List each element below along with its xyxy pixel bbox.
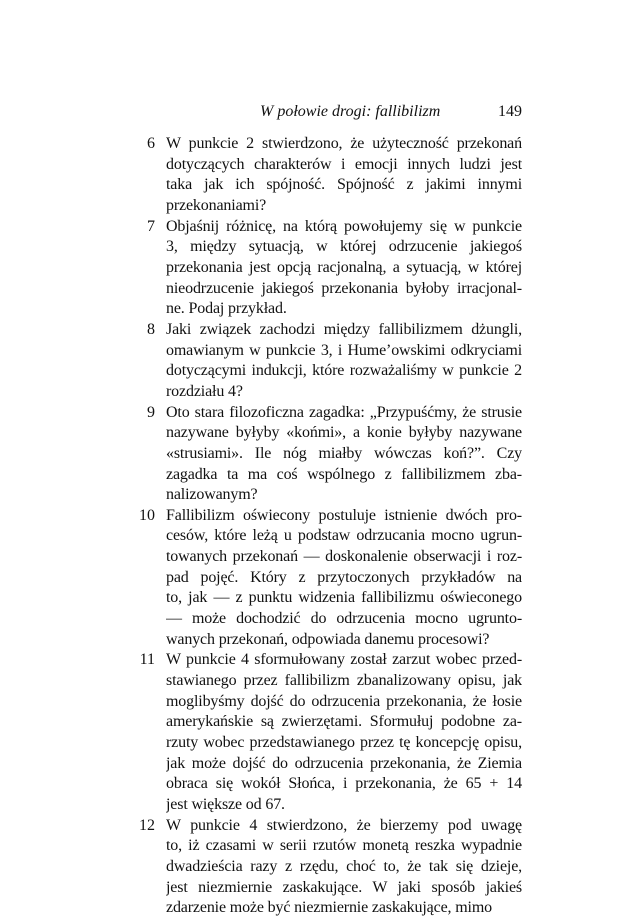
text-line: W punkcie 2 stwierdzono, że użyteczność przekonań bbox=[166, 135, 522, 152]
exercise-text bbox=[166, 217, 522, 320]
text-line: zagadka ta ma coś wspólnego z fallibilizmem zba- bbox=[166, 465, 522, 483]
text-line: W punkcie 4 stwierdzono, że bierzemy pod uwagę bbox=[166, 816, 522, 834]
text-line: cesów, które leżą u podstaw odrzucania mocno ugrun- bbox=[166, 527, 522, 545]
exercise-number: 11 bbox=[139, 651, 155, 669]
exercise-text bbox=[166, 650, 522, 815]
text-line: przekonaniami? bbox=[166, 196, 267, 214]
text-line: pad pojęć. Który z przytoczonych przykładów na bbox=[166, 568, 522, 586]
exercise-number: 6 bbox=[147, 135, 155, 152]
exercise-item bbox=[128, 320, 522, 403]
text-line: dotyczących charakterów i emocji innych ludzi jest bbox=[166, 155, 522, 173]
text-line: rzuty wobec przedstawianego przez tę koncepcję opisu, bbox=[166, 734, 522, 752]
text-line: omawianym w punkcie 3, i Hume’owskimi odkryciami bbox=[166, 341, 522, 359]
running-header bbox=[140, 103, 522, 125]
exercise-item bbox=[128, 506, 522, 651]
text-line: jak może dojść do odrzucenia przekonania, że Ziemia bbox=[166, 754, 522, 772]
text-line: — może dochodzić do odrzucenia mocno ugrunto- bbox=[166, 610, 522, 628]
exercise-list bbox=[128, 134, 522, 919]
text-line: dotyczącymi indukcji, które rozważaliśmy w punkcie 2 bbox=[166, 362, 522, 380]
text-line: W punkcie 4 sformułowany został zarzut wobec przed- bbox=[166, 651, 522, 669]
exercise-number: 12 bbox=[139, 816, 155, 834]
exercise-item bbox=[128, 650, 522, 815]
exercise-text bbox=[166, 506, 522, 651]
text-line: wanych przekonań, odpowiada danemu procesowi? bbox=[166, 630, 490, 648]
exercise-text bbox=[166, 320, 522, 403]
exercise-text bbox=[166, 134, 522, 217]
exercise-text bbox=[166, 816, 522, 919]
text-line: przekonania jest opcją racjonalną, a sytuacją, w której bbox=[166, 258, 522, 276]
exercise-number: 9 bbox=[147, 403, 155, 421]
exercise-number: 10 bbox=[139, 506, 155, 524]
exercise-number: 7 bbox=[147, 217, 155, 235]
text-line: obraca się wokół Słońca, i przekonania, że 65 + 14 bbox=[166, 775, 522, 793]
text-line: Fallibilizm oświecony postuluje istnienie dwóch pro- bbox=[166, 506, 522, 524]
text-line: to, iż czasami w serii rzutów monetą reszka wypadnie bbox=[166, 837, 522, 855]
text-line: Oto stara filozoficzna zagadka: „Przypuśćmy, że strusie bbox=[166, 403, 522, 421]
text-line: stawianego przez fallibilizm zbanalizowany opisu, jak bbox=[166, 672, 522, 690]
text-line: Jaki związek zachodzi między fallibilizmem dżungli, bbox=[166, 320, 522, 338]
text-line: moglibyśmy dojść do odrzucenia przekonania, że łosie bbox=[166, 692, 522, 710]
exercise-number: 8 bbox=[147, 320, 155, 338]
exercise-item bbox=[128, 816, 522, 919]
text-line: to, jak — z punktu widzenia fallibilizmu oświeconego bbox=[166, 589, 522, 607]
text-line: dwadzieścia razy z rzędu, choć to, że tak się dzieje, bbox=[166, 857, 522, 875]
text-line: towanych przekonań — doskonalenie obserwacji i roz- bbox=[166, 548, 522, 566]
page-number: 149 bbox=[498, 103, 522, 120]
text-line: ne. Podaj przykład. bbox=[166, 300, 287, 318]
text-line: jest niezmiernie zaskakujące. W jaki sposób jakieś bbox=[166, 878, 522, 896]
text-line: Objaśnij różnicę, na którą powołujemy się w punkcie bbox=[166, 217, 522, 235]
running-title: W połowie drogi: fallibilizm bbox=[260, 103, 441, 120]
text-line: «strusiami». Ile nóg miałby wówczas koń?”. Czy bbox=[166, 444, 522, 462]
text-line: nalizowanym? bbox=[166, 486, 258, 504]
text-line: amerykańskie są zwierzętami. Sformułuj podobne za- bbox=[166, 713, 522, 731]
text-line: taka jak ich spójność. Spójność z jakimi innymi bbox=[166, 176, 522, 194]
exercise-item bbox=[128, 134, 522, 217]
exercise-item bbox=[128, 217, 522, 320]
text-line: zdarzenie może być niezmiernie zaskakujące, mimo bbox=[166, 899, 492, 917]
text-line: nazywane byłyby «końmi», a konie byłyby nazywane bbox=[166, 424, 522, 442]
text-line: jest większe od 67. bbox=[166, 796, 285, 813]
text-line: nieodrzucenie jakiegoś przekonania byłoby irracjonal- bbox=[166, 279, 522, 297]
text-line: 3, między sytuacją, w której odrzucenie jakiegoś bbox=[166, 238, 522, 256]
exercise-text bbox=[166, 403, 522, 506]
text-line: rozdziału 4? bbox=[166, 382, 243, 400]
exercise-item bbox=[128, 403, 522, 506]
